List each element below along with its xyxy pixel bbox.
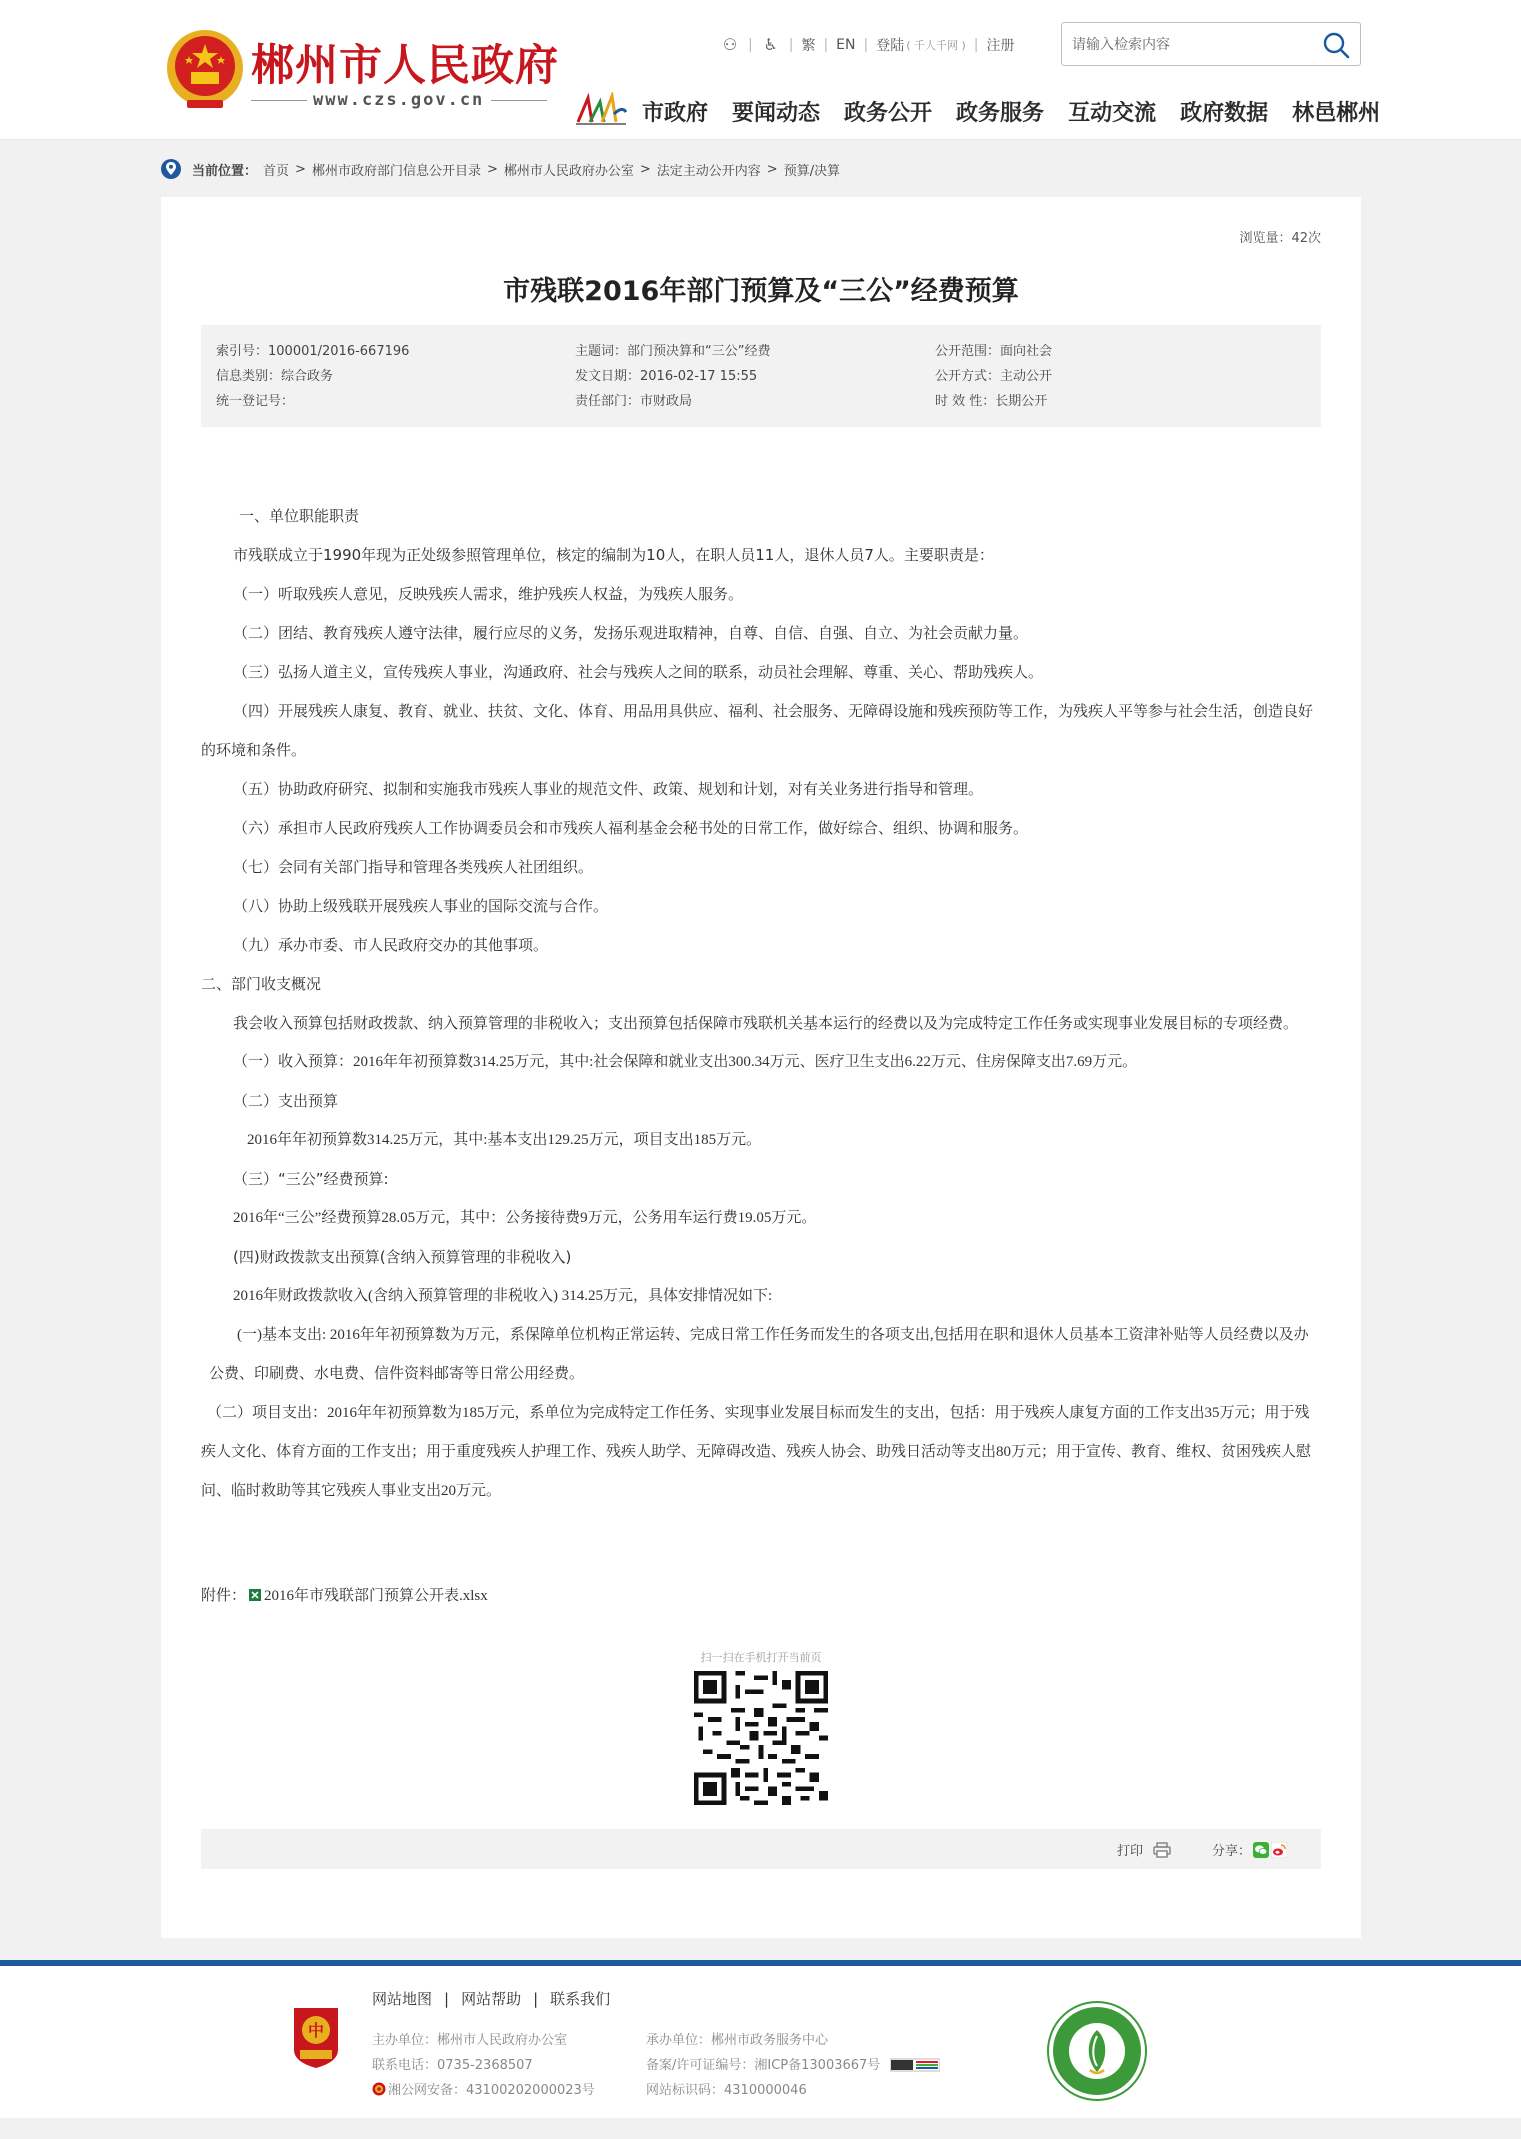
divider: | xyxy=(444,1989,450,2008)
paragraph: （三）弘扬人道主义，宣传残疾人事业，沟通政府、社会与残疾人之间的联系，动员社会理解、尊重、关心、帮助残疾人。 xyxy=(233,663,1044,681)
site-logo[interactable] xyxy=(163,24,563,120)
site-header xyxy=(0,0,1521,140)
footer-gongan[interactable] xyxy=(372,2078,595,2103)
breadcrumb xyxy=(160,157,840,181)
location-pin-icon xyxy=(160,158,182,180)
section-heading: 二、部门收支概况 xyxy=(201,975,322,993)
nav-item-city-government[interactable]: 市政府 xyxy=(642,100,709,126)
site-domain: www.czs.gov.cn xyxy=(313,90,485,110)
footer-info-right xyxy=(646,2028,940,2103)
attachment-file-link[interactable]: 2016年市残联部门预算公开表.xlsx xyxy=(264,1588,488,1604)
footer-link-help[interactable]: 网站帮助 xyxy=(461,1990,522,2008)
meta-department: 责任部门：市财政局 xyxy=(575,394,693,409)
nav-item-interaction[interactable]: 互动交流 xyxy=(1068,100,1157,126)
printer-icon xyxy=(1153,1842,1171,1858)
divider: | xyxy=(823,37,829,53)
footer-info-left xyxy=(372,2028,595,2103)
register-link[interactable]: 注册 xyxy=(986,38,1015,54)
paragraph: （二）支出预算 xyxy=(233,1092,339,1110)
document-meta xyxy=(201,325,1321,427)
share-group xyxy=(1212,1840,1287,1859)
breadcrumb-separator: > xyxy=(295,161,306,177)
meta-validity: 时 效 性：长期公开 xyxy=(935,394,1048,409)
footer-host: 主办单位：郴州市人民政府办公室 xyxy=(372,2033,568,2048)
paragraph: 市残联成立于1990年现为正处级参照管理单位，核定的编制为10人，在职人员11人，退休人员7人。主要职责是： xyxy=(233,546,994,564)
police-badge-icon xyxy=(372,2082,386,2096)
paragraph: 2016年财政拨款收入(含纳入预算管理的非税收入) 314.25万元，具体安排情况如下: xyxy=(233,1288,773,1304)
view-count: 浏览量：42次 xyxy=(1239,231,1321,246)
paragraph: （四）开展残疾人康复、教育、就业、扶贫、文化、体育、用品用具供应、福利、社会服务、无障碍设施和残疾预防等工作，为残疾人平等参与社会生活，创造良好的环境和条件。 xyxy=(201,702,1314,759)
divider: | xyxy=(533,1989,539,2008)
main-nav xyxy=(574,92,1380,130)
paragraph: （八）协助上级残联开展残疾人事业的国际交流与合作。 xyxy=(233,897,609,915)
paragraph: (四)财政拨款支出预算(含纳入预算管理的非税收入) xyxy=(233,1248,572,1266)
meta-column xyxy=(216,339,409,414)
city-logo-icon xyxy=(574,92,628,130)
breadcrumb-office[interactable]: 郴州市人民政府办公室 xyxy=(503,163,634,179)
paragraph: 2016年“三公”经费预算28.05万元，其中：公务接待费9万元，公务用车运行费19.05万元。 xyxy=(233,1210,817,1226)
site-domain-row xyxy=(251,88,551,112)
breadcrumb-home[interactable]: 首页 xyxy=(263,163,290,179)
meta-column xyxy=(935,339,1052,414)
nav-item-services[interactable]: 政务服务 xyxy=(956,100,1045,126)
article-card xyxy=(161,197,1361,1938)
breadcrumb-catalog[interactable]: 郴州市政府部门信息公开目录 xyxy=(311,163,481,179)
meta-method: 公开方式：主动公开 xyxy=(935,369,1053,384)
breadcrumb-budget[interactable]: 预算/决算 xyxy=(783,163,841,179)
nav-item-public-affairs[interactable]: 政务公开 xyxy=(844,100,933,126)
meta-publish-date: 发文日期：2016-02-17 15:55 xyxy=(575,369,758,384)
nav-item-news[interactable]: 要闻动态 xyxy=(732,100,821,126)
paragraph: （六）承担市人民政府残疾人工作协调委员会和市残疾人福利基金会秘书处的日常工作，做好综合、组织、协调和服务。 xyxy=(233,819,1029,837)
footer-phone: 联系电话：0735-2368507 xyxy=(372,2058,533,2073)
weibo-share-icon[interactable] xyxy=(1271,1842,1287,1858)
cnzz-stats-icon[interactable] xyxy=(890,2058,940,2072)
footer-link-sitemap[interactable]: 网站地图 xyxy=(372,1990,433,2008)
paragraph: 我会收入预算包括财政拨款、纳入预算管理的非税收入；支出预算包括保障市残联机关基本运行的经费以及为完成特定工作任务或实现事业发展目标的专项经费。 xyxy=(233,1014,1299,1032)
print-button[interactable] xyxy=(1117,1840,1171,1859)
wechat-share-icon[interactable] xyxy=(1253,1842,1269,1858)
attachment xyxy=(201,1584,488,1605)
paragraph: （九）承办市委、市人民政府交办的其他事项。 xyxy=(233,936,549,954)
share-bar xyxy=(201,1829,1321,1869)
traditional-chinese-link[interactable]: 繁 xyxy=(801,38,816,54)
site-footer xyxy=(0,1960,1521,2118)
login-note: ( 千人千网 ) xyxy=(906,39,966,52)
divider: | xyxy=(973,37,979,53)
qr-label: 扫一扫在手机打开当前页 xyxy=(700,1651,822,1664)
footer-icp xyxy=(646,2053,940,2078)
divider: | xyxy=(863,37,869,53)
footer-undertaker: 承办单位：郴州市政务服务中心 xyxy=(646,2033,829,2048)
meta-subject: 主题词：部门预决算和“三公”经费 xyxy=(575,344,771,359)
qr-code-block xyxy=(681,1649,841,1805)
search-icon[interactable] xyxy=(1322,31,1350,59)
footer-icp-link[interactable]: 备案/许可证编号：湘ICP备13003667号 xyxy=(646,2058,881,2073)
article-body xyxy=(201,497,1321,1511)
paragraph: （五）协助政府研究、拟制和实施我市残疾人事业的规范文件、政策、规划和计划，对有关业务进行指导和管理。 xyxy=(233,780,984,798)
national-emblem-icon xyxy=(163,26,247,116)
breadcrumb-separator: > xyxy=(486,161,498,177)
meta-scope: 公开范围：面向社会 xyxy=(935,344,1053,359)
english-link[interactable]: EN xyxy=(836,37,856,53)
attachment-label: 附件： xyxy=(201,1586,247,1604)
footer-gongan-text: 湘公网安备：43100202000023号 xyxy=(388,2083,595,2098)
divider: | xyxy=(748,37,753,53)
meta-column xyxy=(575,339,770,414)
paragraph: （二）项目支出：2016年年初预算数为185万元，系单位为完成特定工作任务、实现事业发展目标而发生的支出，包括：用于残疾人康复方面的工作支出35万元；用于残疾人文化、体育方面的工作支出；用于重度残疾人护理工作、残疾人助学、无障碍改造、残疾人协会、助残日活动等支出80万元；用于宣传、教育、维权、贫困残疾人慰问、临时救助等其它残疾人事业支出20万元。 xyxy=(201,1405,1312,1499)
paragraph: （三）“三公”经费预算: xyxy=(233,1170,389,1188)
civilized-city-badge-icon[interactable] xyxy=(1046,2000,1148,2102)
print-label: 打印 xyxy=(1117,1844,1144,1859)
paragraph: （一）听取残疾人意见，反映残疾人需求，维护残疾人权益，为残疾人服务。 xyxy=(233,585,744,603)
elderly-mode-icon[interactable]: ⚇ xyxy=(722,35,738,54)
utility-bar xyxy=(720,34,1015,56)
accessibility-icon[interactable]: ♿ xyxy=(763,35,778,54)
party-government-badge-icon[interactable] xyxy=(290,2006,342,2070)
nav-item-data[interactable]: 政府数据 xyxy=(1180,100,1269,126)
share-label: 分享： xyxy=(1212,1844,1252,1859)
qr-code xyxy=(694,1671,828,1805)
site-title: 郴州市人民政府 xyxy=(251,41,559,91)
meta-category: 信息类别：综合政务 xyxy=(216,369,334,384)
footer-site-code: 网站标识码：4310000046 xyxy=(646,2083,807,2098)
search-input[interactable] xyxy=(1072,33,1302,55)
paragraph: 一、单位职能职责 xyxy=(239,507,360,525)
meta-unified-no: 统一登记号： xyxy=(216,394,295,409)
page-title: 市残联2016年部门预算及“三公”经费预算 xyxy=(503,276,1019,307)
nav-item-linyi-chenzhou[interactable]: 林邑郴州 xyxy=(1292,100,1381,126)
divider: | xyxy=(788,37,794,53)
login-link[interactable]: 登陆 xyxy=(876,38,905,54)
excel-file-icon xyxy=(248,1588,262,1602)
svg-text:中: 中 xyxy=(307,2021,325,2040)
paragraph: 2016年年初预算数314.25万元，其中:基本支出129.25万元，项目支出185万元。 xyxy=(247,1132,762,1148)
paragraph: (一)基本支出: 2016年年初预算数为万元，系保障单位机构正常运转、完成日常工作任务而发生的各项支出,包括用在职和退休人员基本工资津补贴等人员经费以及办公费、印刷费、水电费、信件资料邮寄等日常公用经费。 xyxy=(209,1327,1309,1382)
breadcrumb-statutory[interactable]: 法定主动公开内容 xyxy=(656,163,761,179)
paragraph: （一）收入预算：2016年年初预算数314.25万元，其中:社会保障和就业支出300.34万元、医疗卫生支出6.22万元、住房保障支出7.69万元。 xyxy=(233,1054,1138,1070)
paragraph: （七）会同有关部门指导和管理各类残疾人社团组织。 xyxy=(233,858,594,876)
footer-link-contact[interactable]: 联系我们 xyxy=(550,1990,611,2008)
paragraph: （二）团结、教育残疾人遵守法律，履行应尽的义务，发扬乐观进取精神，自尊、自信、自强、自立、为社会贡献力量。 xyxy=(233,624,1029,642)
breadcrumb-label: 当前位置： xyxy=(192,163,258,179)
meta-index-no: 索引号：100001/2016-667196 xyxy=(216,344,410,359)
search-box xyxy=(1061,22,1361,66)
breadcrumb-separator: > xyxy=(766,161,778,177)
footer-links xyxy=(372,1988,610,2009)
breadcrumb-separator: > xyxy=(639,161,651,177)
